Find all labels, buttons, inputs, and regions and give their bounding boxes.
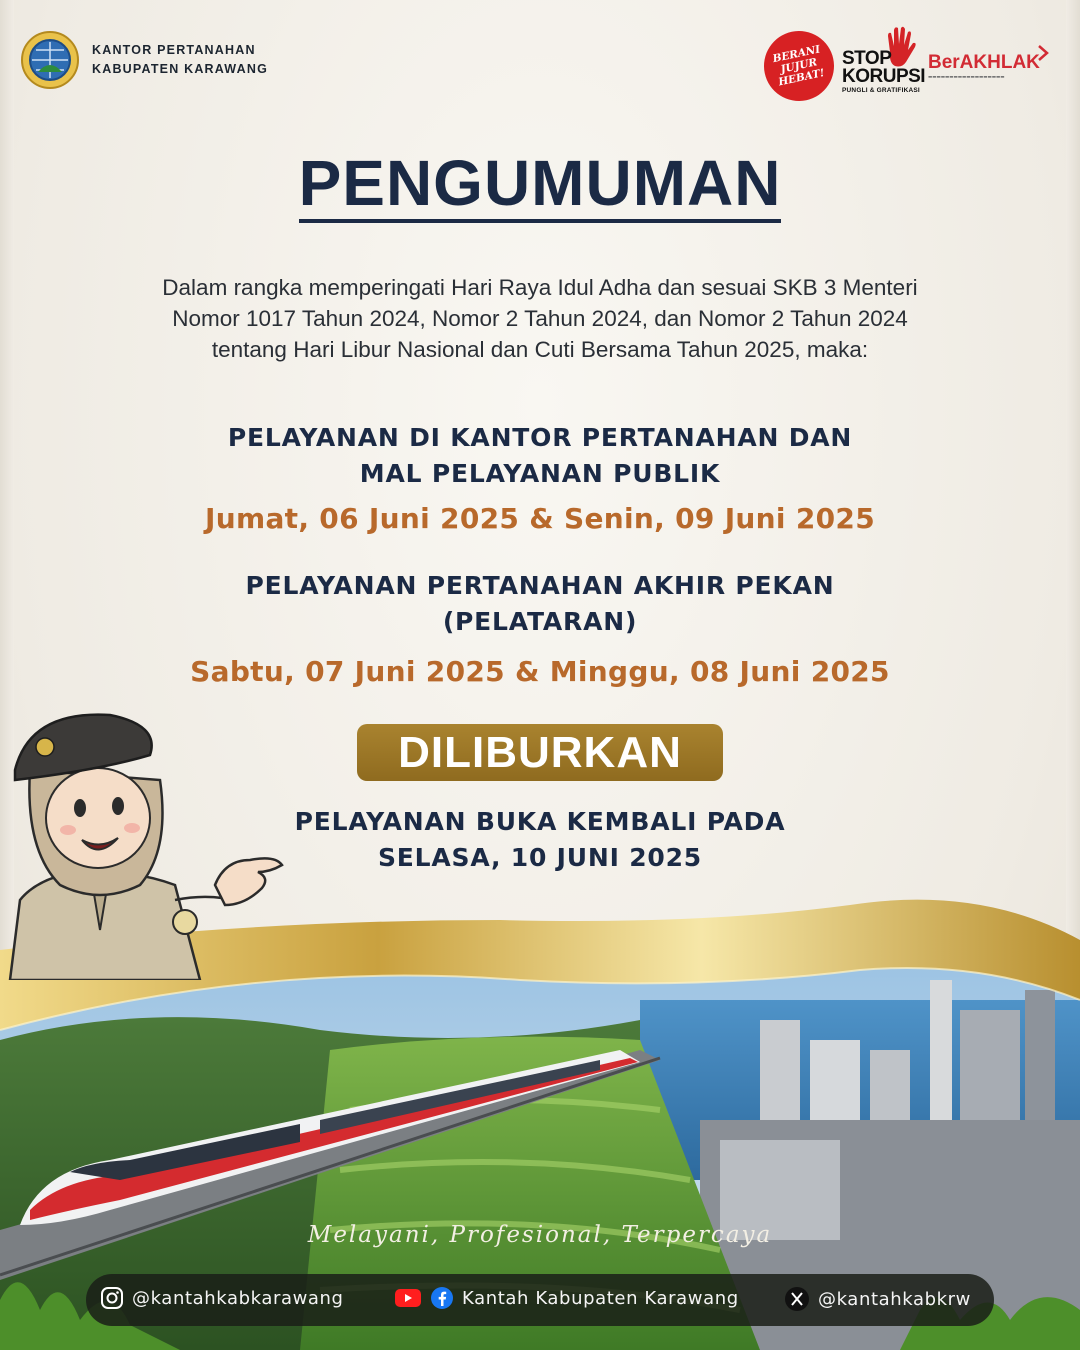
x-icon xyxy=(784,1286,810,1312)
berakhlak-chevron-icon xyxy=(1036,44,1050,62)
section1-dates: Jumat, 06 Juni 2025 & Senin, 09 Juni 2025 xyxy=(205,502,875,535)
berakhlak-tagline-decoration: ▬▬▬▬▬▬▬▬▬▬▬▬▬▬▬▬▬▬ xyxy=(928,75,1005,80)
section2-heading-line1: PELAYANAN PERTANAHAN AKHIR PEKAN xyxy=(245,571,835,600)
facebook-handle: Kantah Kabupaten Karawang xyxy=(462,1287,739,1309)
facebook-icon xyxy=(430,1286,454,1310)
status-badge-text: DILIBURKAN xyxy=(398,727,682,777)
facebook-link[interactable] xyxy=(394,1286,739,1310)
status-badge xyxy=(357,724,723,781)
office-name-line2: KABUPATEN KARAWANG xyxy=(92,62,268,76)
section1-heading-line1: PELAYANAN DI KANTOR PERTANAHAN DAN xyxy=(227,423,853,452)
page-title-text: PENGUMUMAN xyxy=(299,147,782,223)
x-link[interactable] xyxy=(784,1286,971,1312)
berani-jujur-hebat-badge xyxy=(757,24,840,107)
korupsi-text: KORUPSI xyxy=(842,66,926,87)
campaign-badges xyxy=(764,30,1044,102)
reopen-line2: SELASA, 10 JUNI 2025 xyxy=(378,843,702,872)
office-name-line1: KANTOR PERTANAHAN xyxy=(92,43,256,57)
berakhlak-text: BerAKHLAK xyxy=(928,52,1040,73)
x-handle: @kantahkabkrw xyxy=(818,1288,971,1310)
section1-heading-line2: MAL PELAYANAN PUBLIK xyxy=(359,459,721,488)
mascot-illustration xyxy=(0,700,300,980)
youtube-icon xyxy=(394,1287,422,1309)
section2-heading-line2: (PELATARAN) xyxy=(442,607,638,636)
intro-paragraph: Dalam rangka memperingati Hari Raya Idul Adha dan sesuai SKB 3 Menteri Nomor 1017 Tahun 2024, Nomor 2 Tahun 2024, dan Nomor 2 Tahun 2024 tentang Hari Libur Nasional dan Cuti Bersama Tahun 2025, maka: xyxy=(162,275,918,362)
stop-text: STOP xyxy=(842,48,892,69)
berakhlak-badge xyxy=(928,52,1044,80)
stop-korupsi-badge xyxy=(840,30,924,102)
reopen-line1: PELAYANAN BUKA KEMBALI PADA xyxy=(294,807,786,836)
office-logo-block xyxy=(20,30,268,90)
pungli-text: PUNGLI & GRATIFIKASI xyxy=(842,87,920,94)
social-bar xyxy=(86,1274,994,1326)
bpn-emblem-icon xyxy=(20,30,80,90)
instagram-link[interactable] xyxy=(100,1286,344,1310)
section1-heading xyxy=(100,420,980,492)
instagram-handle: @kantahkabkarawang xyxy=(132,1287,344,1309)
tagline: Melayani, Profesional, Terpercaya xyxy=(307,1222,773,1248)
instagram-icon xyxy=(100,1286,124,1310)
page-title xyxy=(0,147,1080,219)
berani-badge-text: BERANI JUJUR HEBAT! xyxy=(771,43,826,89)
office-name xyxy=(92,41,268,79)
section2-dates: Sabtu, 07 Juni 2025 & Minggu, 08 Juni 2025 xyxy=(190,655,890,688)
section2-heading xyxy=(100,568,980,640)
